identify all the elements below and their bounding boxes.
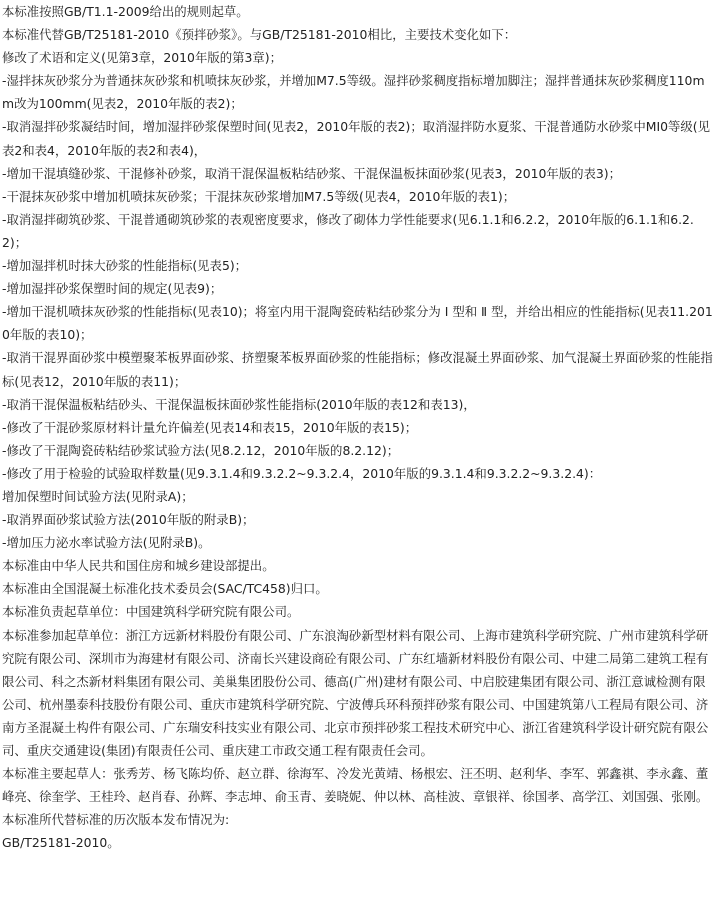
paragraph-add-bleeding-test: -增加压力泌水率试验方法(见附录B)。 (2, 535, 211, 551)
paragraph-change-setting-time: -取消湿拌砂浆凝结时间，增加湿拌砂浆保塑时间(见表2，2010年版的表2)；取消湿拌防水夏浆、干混普通防水砂浆中MI0等级(见表2和表4，2010年版的表2和表4)， (2, 119, 711, 158)
paragraph-change-terms: 修改了术语和定义(见第3章，2010年版的第3章)； (2, 50, 282, 66)
paragraph-add-appendix-a: 增加保塑时间试验方法(见附录A)； (2, 488, 194, 504)
paragraph-change-interface: -取消干混界面砂浆中模塑聚苯板界面砂浆、挤塑聚苯板界面砂浆的性能指标；修改混凝土界面砂浆、加气混凝土界面砂浆的性能指标(见表12，2010年版的表11)； (2, 350, 713, 389)
paragraph-change-wet-plaster: -湿拌抹灰砂浆分为普通抹灰砂浆和机喷抹灰砂浆，并增加M7.5等级。湿拌砂浆稠度指标增加脚注；湿拌普通抹灰砂浆稠度110mm改为100mm(见表2，2010年版的表2)； (2, 73, 705, 112)
paragraph-lead-drafter: 本标准负责起草单位：中国建筑科学研究院有限公司。 (2, 604, 300, 620)
paragraph-previous-editions: 本标准所代替标准的历次版本发布情况为: (2, 812, 230, 828)
paragraph-change-joint-filler: -增加干混填缝砂浆、干混修补砂浆，取消干混保温板粘结砂浆、干混保温板抹面砂浆(见表3，2010年版的表3)； (2, 165, 622, 181)
paragraph-change-plastic-time: -增加湿拌砂浆保塑时间的规定(见表9)； (2, 281, 223, 297)
paragraph-drafting-rules: 本标准按照GB/T1.1-2009给出的规则起草。 (2, 4, 249, 19)
paragraph-change-insulation: -取消干混保温板粘结砂头、干混保温板抹面砂浆性能指标(2010年版的表12和表13)， (2, 396, 476, 412)
paragraph-change-tile-test: -修改了干混陶瓷砖粘结砂浆试验方法(见8.2.12，2010年版的8.2.12)； (2, 442, 400, 458)
paragraph-replaces-standard: 本标准代替GB/T25181-2010《预拌砂浆》。与GB/T25181-2010相比，主要技术变化如下： (2, 27, 517, 43)
paragraph-change-metering: -修改了干混砂浆原材料计量允许偏差(见表14和表15，2010年版的表15)； (2, 419, 418, 435)
paragraph-change-dry-machine: -增加干混机喷抹灰砂浆的性能指标(见表10)；将室内用干混陶瓷砖粘结砂浆分为 Ⅰ 型和 Ⅱ 型，并给出相应的性能指标(见表11.2010年版的表10)； (2, 304, 713, 343)
paragraph-change-sampling: -修改了用于检验的试验取样数量(见9.3.1.4和9.3.2.2~9.3.2.4，2010年版的9.3.1.4和9.3.2.2~9.3.2.4)： (2, 465, 602, 481)
paragraph-under-jurisdiction: 本标准由全国混凝土标准化技术委员会(SAC/TC458)归口。 (2, 581, 328, 597)
paragraph-proposed-by: 本标准由中华人民共和国住房和城乡建设部提出。 (2, 558, 275, 574)
paragraph-change-masonry: -取消湿拌砌筑砂浆、干混普通砌筑砂浆的表观密度要求，修改了砌体力学性能要求(见6.1.1和6.2.2，2010年版的6.1.1和6.2.2)； (2, 211, 694, 250)
paragraph-participating-units: 本标准参加起草单位：浙江方远新材料股份有限公司、广东浪淘砂新型材料有限公司、上海市建筑科学研究院、广州市建筑科学研究院有限公司、深圳市为海建材有限公司、济南长兴建设商砼有限公司、广东红墙新材料股份有限公司、中建二局第二建筑工程有限公司、科之杰新材料集团有限公司、美巢集团股份公司、德高(广州)建材有限公司、中启胶建集团有限公司、浙江意诚检测有限公司、杭州墨泰科技股份有限公司、重庆市建筑科学研究院、宁波傅兵环科预拌砂浆有限公司、中国建筑第八工程局有限公司、济南方圣混凝土构件有限公司、广东瑞安科技实业有限公司、北京市预拌砂浆工程技术研究中心、浙江省建筑科学设计研究院有限公司、重庆交通建设(集团)有限责任公司、重庆建工市政交通工程有限责任会司。 (2, 627, 709, 758)
paragraph-main-drafters: 本标准主要起草人：张秀芳、杨飞陈均侨、赵立群、徐海军、冷发光黄靖、杨根宏、汪丕明、赵利华、李军、郭鑫祺、李永鑫、董峰亮、徐奎学、王桂玲、赵肖春、孙辉、李志坤、俞玉青、姜晓妮、仲以林、高桂波、章银祥、徐国孝、高学江、刘国强、张刚。 (2, 766, 709, 805)
paragraph-remove-appendix-b: -取消界面砂浆试验方法(2010年版的附录B)； (2, 512, 255, 528)
paragraph-change-wet-machine: -增加湿拌机时抹大砂浆的性能指标(见表5)； (2, 258, 248, 274)
paragraph-previous-edition-id: GB/T25181-2010。 (2, 835, 120, 851)
paragraph-change-dry-plaster: -干混抹灰砂浆中增加机喷抹灰砂浆；干混抹灰砂浆增加M7.5等级(见表4，2010年版的表1)； (2, 188, 516, 204)
